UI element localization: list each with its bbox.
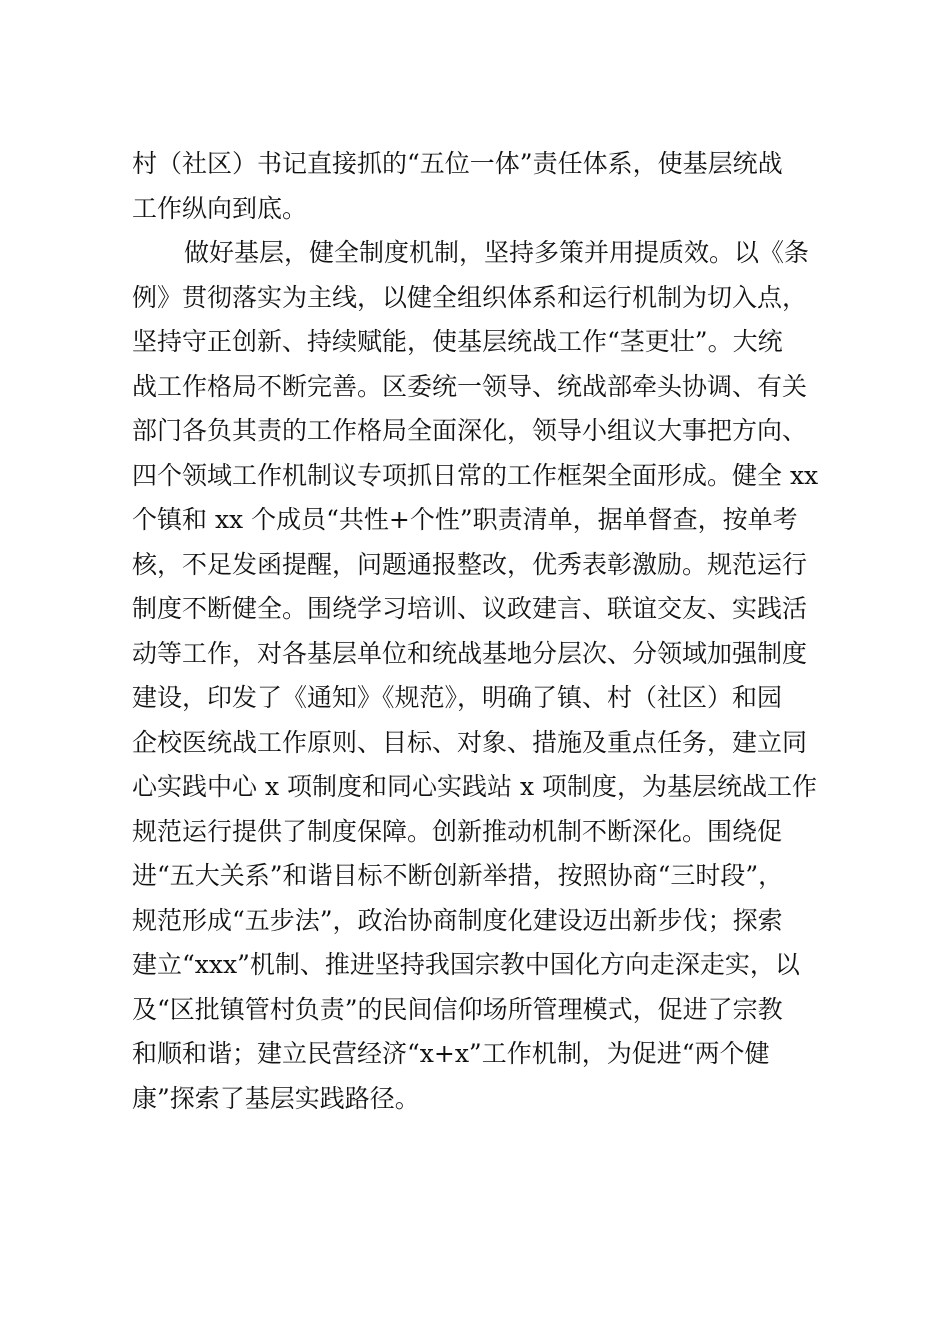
text-line: 规范运行提供了制度保障。创新推动机制不断深化。围绕促 (132, 816, 783, 846)
text-line: 规范形成“五步法”，政治协商制度化建设迈出新步伐；探索 (132, 905, 783, 935)
text-line: 做好基层，健全制度机制，坚持多策并用提质效。以《条 (184, 238, 810, 267)
text-line: 建立“xxx”机制、推进坚持我国宗教中国化方向走深走实，以 (132, 950, 800, 979)
text-line: 康”探索了基层实践路径。 (132, 1083, 420, 1113)
paragraph-1 (132, 142, 832, 231)
text-line: 个镇和 xx 个成员“共性+个性”职责清单，据单督查，按单考 (132, 505, 798, 534)
text-line: 部门各负其责的工作格局全面深化，领导小组议大事把方向、 (132, 416, 808, 445)
text-line: 工作纵向到底。 (132, 193, 308, 223)
text-line: 制度不断健全。围绕学习培训、议政建言、联谊交友、实践活 (132, 594, 808, 623)
text-line: 战工作格局不断完善。区委统一领导、统战部牵头协调、有关 (132, 371, 808, 401)
text-line: 和顺和谐；建立民营经济“x+x”工作机制，为促进“两个健 (132, 1039, 770, 1068)
text-line: 坚持守正创新、持续赋能，使基层统战工作“茎更壮”。大统 (132, 327, 783, 356)
text-line: 企校医统战工作原则、目标、对象、措施及重点任务，建立同 (132, 727, 808, 757)
text-line: 及“区批镇管村负责”的民间信仰场所管理模式，促进了宗教 (132, 994, 783, 1024)
text-line: 例》贯彻落实为主线，以健全组织体系和运行机制为切入点， (132, 282, 808, 312)
text-line: 进“五大关系”和谐目标不断创新举措，按照协商“三时段”， (132, 861, 784, 890)
text-line: 心实践中心 x 项制度和同心实践站 x 项制度，为基层统战工作 (132, 772, 817, 801)
text-line: 村（社区）书记直接抓的“五位一体”责任体系，使基层统战 (132, 149, 783, 178)
body-text (132, 142, 832, 1121)
text-line: 建设，印发了《通知》《规范》，明确了镇、村（社区）和园 (132, 683, 783, 712)
paragraph-2 (132, 231, 832, 1121)
text-line: 四个领域工作机制议专项抓日常的工作框架全面形成。健全 xx (132, 460, 819, 490)
text-line: 核，不足发函提醒，问题通报整改，优秀表彰激励。规范运行 (132, 549, 808, 579)
text-line: 动等工作，对各基层单位和统战基地分层次、分领域加强制度 (132, 638, 808, 668)
